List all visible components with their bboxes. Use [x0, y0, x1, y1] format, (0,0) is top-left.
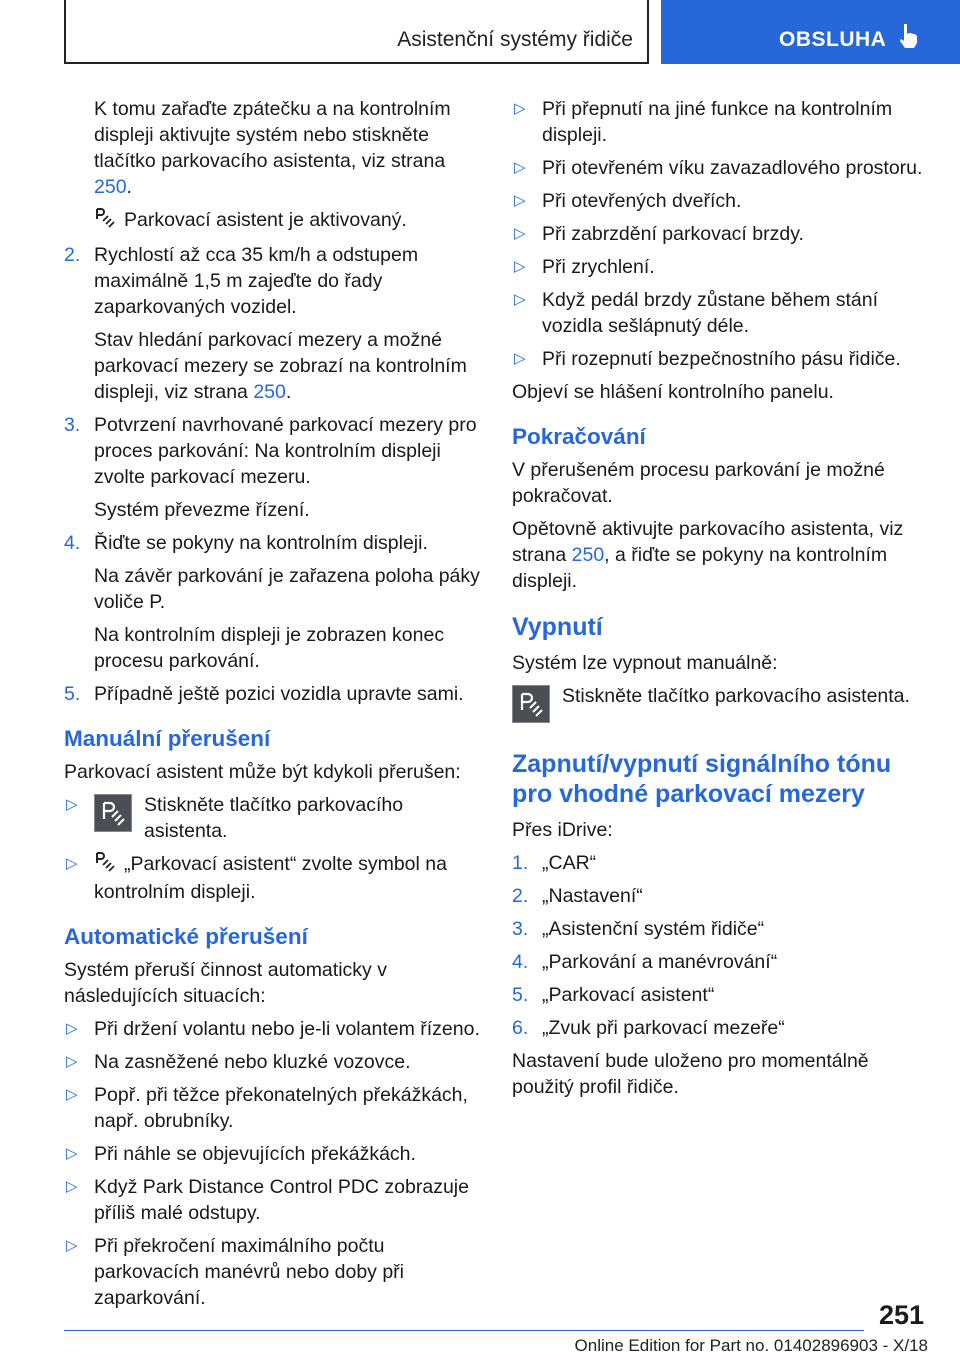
list-number: 6.	[512, 1017, 529, 1039]
list-item	[512, 949, 932, 975]
list-item	[512, 96, 932, 148]
list-text: Když pedál brzdy zůstane během stání vozidla sešlápnutý déle.	[542, 289, 879, 337]
list-item	[512, 1015, 932, 1041]
active-status	[64, 207, 482, 235]
list-extra	[94, 327, 482, 405]
tone-end: Nastavení bude uloženo pro momentálně použitý profil řidiče.	[512, 1050, 869, 1098]
list-text: Stiskněte tlačítko parkovacího asistenta.	[144, 794, 404, 842]
list-item	[64, 412, 482, 523]
list-text: Na zasněžené nebo kluzké vozovce.	[94, 1051, 411, 1073]
list-text: Při přepnutí na jiné funkce na kontrolním displeji.	[542, 98, 893, 146]
triangle-bullet-icon: ▷	[66, 855, 78, 872]
list-text: Při rozepnutí bezpečnostního pásu řidiče.	[542, 348, 901, 370]
manual-intro: Parkovací asistent může být kdykoli přerušen:	[64, 761, 461, 783]
triangle-bullet-icon: ▷	[66, 1237, 78, 1254]
list-item	[64, 851, 482, 905]
list-number: 5.	[64, 683, 81, 705]
heading-tone: Zapnutí/vypnutí signálního tónu pro vhodné parkovací mezery	[512, 750, 892, 808]
list-text: Při otevřeném víku zavazadlového prostoru.	[542, 157, 923, 179]
intro-end: .	[126, 176, 132, 198]
page-link[interactable]: 250	[571, 544, 605, 566]
list-item	[64, 792, 482, 844]
list-text: Při otevřených dveřích.	[542, 190, 742, 212]
section-title: Asistenční systémy řidiče	[397, 28, 633, 51]
continue-paragraph-2	[512, 516, 932, 594]
triangle-bullet-icon: ▷	[514, 291, 526, 308]
triangle-bullet-icon: ▷	[66, 1178, 78, 1195]
triangle-bullet-icon: ▷	[66, 1086, 78, 1103]
list-extra: Na závěr parkování je zařazena poloha páky voliče P.	[94, 565, 480, 613]
page-link[interactable]: 250	[253, 381, 286, 403]
list-text: Když Park Distance Control PDC zobrazuje příliš malé odstupy.	[94, 1176, 469, 1224]
auto-intro: Systém přeruší činnost automaticky v následujících situacích:	[64, 959, 387, 1007]
list-number: 4.	[64, 532, 81, 554]
list-text: „CAR“	[542, 852, 597, 874]
list-number: 5.	[512, 984, 529, 1006]
parking-button-icon	[512, 685, 550, 723]
left-column	[64, 96, 482, 1318]
list-item	[512, 188, 932, 214]
list-number: 2.	[512, 885, 529, 907]
list-text: „Parkovací asistent“	[542, 984, 715, 1006]
list-text: Potvrzení navrhované parkovací mezery pro proces parkování: Na kontrolním displeji zvolte parkovací mezeru.	[94, 414, 477, 488]
list-number: 1.	[512, 852, 529, 874]
intro-paragraph	[64, 96, 482, 200]
list-item	[64, 242, 482, 405]
list-item	[64, 1016, 482, 1042]
pointing-hand-icon	[897, 22, 919, 53]
list-text: Případně ještě pozici vozidla upravte sami.	[94, 683, 464, 705]
list-text: „Asistenční systém řidiče“	[542, 918, 765, 940]
triangle-bullet-icon: ▷	[514, 225, 526, 242]
list-item	[64, 681, 482, 707]
parking-assistant-icon	[94, 852, 116, 879]
list-item	[512, 155, 932, 181]
footer-divider	[64, 1330, 864, 1331]
edition-footer: Online Edition for Part no. 01402896903 - X/18	[574, 1336, 928, 1355]
chapter-tab-label: OBSLUHA	[779, 28, 887, 51]
continue-text-end: , a řiďte se pokyny na kontrolním displeji.	[512, 544, 888, 592]
header-section-box	[64, 0, 649, 64]
list-text: „Parkovací asistent“ zvolte symbol na kontrolním displeji.	[94, 853, 447, 903]
continue-paragraph-1: V přerušeném procesu parkování je možné pokračovat.	[512, 459, 885, 507]
list-text: Řiďte se pokyny na kontrolním displeji.	[94, 532, 428, 554]
heading-manual-interrupt: Manuální přerušení	[64, 726, 271, 751]
list-item	[512, 883, 932, 909]
parking-assistant-icon	[94, 208, 116, 235]
list-item	[64, 530, 482, 674]
list-item	[64, 1049, 482, 1075]
list-extra-end: .	[285, 381, 292, 403]
list-text: Popř. při těžce překonatelných překážkách, např. obrubníky.	[94, 1084, 468, 1132]
list-extra: Systém převezme řízení.	[94, 499, 310, 521]
list-text: Při zrychlení.	[542, 256, 655, 278]
list-extra: Na kontrolním displeji je zobrazen konec procesu parkování.	[94, 624, 445, 672]
after-bullets: Objeví se hlášení kontrolního panelu.	[512, 381, 834, 403]
continue-text: Opětovně aktivujte parkovacího asistenta, viz strana	[512, 518, 904, 566]
heading-auto-interrupt: Automatické přerušení	[64, 924, 308, 949]
page-link[interactable]: 250	[94, 176, 127, 198]
triangle-bullet-icon: ▷	[66, 1020, 78, 1037]
list-number: 4.	[512, 951, 529, 973]
list-item	[512, 287, 932, 339]
parking-button-icon	[94, 794, 132, 832]
list-item	[512, 254, 932, 280]
list-item	[64, 1141, 482, 1167]
triangle-bullet-icon: ▷	[514, 192, 526, 209]
page-number: 251	[878, 1300, 924, 1330]
list-item	[64, 1233, 482, 1311]
heading-continue: Pokračování	[512, 424, 646, 449]
switch-off-paragraph: Systém lze vypnout manuálně:	[512, 652, 778, 674]
tone-intro: Přes iDrive:	[512, 819, 613, 841]
list-item	[512, 850, 932, 876]
list-text: Při zabrzdění parkovací brzdy.	[542, 223, 804, 245]
heading-switch-off: Vypnutí	[512, 613, 603, 641]
list-text: Rychlostí až cca 35 km/h a odstupem maximálně 1,5 m zajeďte do řady zaparkovaných vozidel.	[94, 244, 419, 318]
triangle-bullet-icon: ▷	[66, 796, 78, 813]
list-text: Při držení volantu nebo je-li volantem řízeno.	[94, 1018, 480, 1040]
triangle-bullet-icon: ▷	[514, 350, 526, 367]
list-number: 3.	[512, 918, 529, 940]
list-text: Při náhle se objevujících překážkách.	[94, 1143, 416, 1165]
list-number: 2.	[64, 244, 81, 266]
list-item	[512, 916, 932, 942]
triangle-bullet-icon: ▷	[66, 1145, 78, 1162]
active-text: Parkovací asistent je aktivovaný.	[124, 209, 407, 231]
list-text: Při překročení maximálního počtu parkovacích manévrů nebo doby při zaparkování.	[94, 1235, 405, 1309]
list-item	[64, 1082, 482, 1134]
triangle-bullet-icon: ▷	[514, 159, 526, 176]
list-extra-text: Stav hledání parkovací mezery a možné parkovací mezery se zobrazí na kontrolním displeji, viz strana	[94, 329, 467, 403]
list-text: „Nastavení“	[542, 885, 643, 907]
triangle-bullet-icon: ▷	[66, 1053, 78, 1070]
list-item	[512, 982, 932, 1008]
switch-off-text: Stiskněte tlačítko parkovacího asistenta.	[562, 685, 910, 707]
triangle-bullet-icon: ▷	[514, 258, 526, 275]
right-column	[512, 96, 932, 1107]
chapter-tab[interactable]	[661, 0, 960, 64]
list-text: „Zvuk při parkovací mezeře“	[542, 1017, 785, 1039]
list-text: „Parkování a manévrování“	[542, 951, 778, 973]
list-item	[64, 1174, 482, 1226]
switch-off-row	[512, 683, 932, 731]
list-number: 3.	[64, 414, 81, 436]
intro-text: K tomu zařaďte zpátečku a na kontrolním displeji aktivujte systém nebo stiskněte tlačítko parkovacího asistenta, viz strana	[94, 98, 451, 172]
list-item	[512, 221, 932, 247]
triangle-bullet-icon: ▷	[514, 100, 526, 117]
list-item	[512, 346, 932, 372]
